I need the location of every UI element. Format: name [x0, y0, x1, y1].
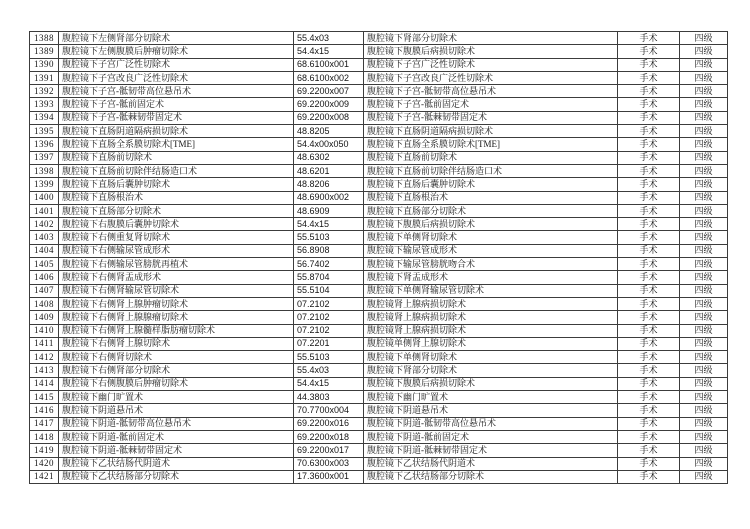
standard-name-cell: 腹腔镜下直肠阴道隔病损切除术: [364, 125, 618, 138]
category-cell: 手术: [618, 444, 680, 457]
category-cell: 手术: [618, 71, 680, 84]
procedure-name-cell: 腹腔镜下左侧腹膜后肿瘤切除术: [59, 45, 294, 58]
level-cell: 四级: [680, 111, 728, 124]
level-cell: 四级: [680, 32, 728, 45]
standard-name-cell: 腹腔镜下阴道-骶韧带高位悬吊术: [364, 417, 618, 430]
code-cell: 69.2200x007: [294, 85, 364, 98]
code-cell: 54.4x15: [294, 218, 364, 231]
code-cell: 54.4x15: [294, 45, 364, 58]
table-row: [30, 364, 728, 377]
procedure-name-cell: 腹腔镜下右侧肾上腺肿瘤切除术: [59, 297, 294, 310]
level-cell: 四级: [680, 351, 728, 364]
standard-name-cell: 腹腔镜下单侧肾输尿管切除术: [364, 284, 618, 297]
procedure-name-cell: 腹腔镜下右侧输尿管成形术: [59, 244, 294, 257]
row-number-cell: 1396: [30, 138, 59, 151]
row-number-cell: 1411: [30, 337, 59, 350]
table-row: [30, 58, 728, 71]
procedure-name-cell: 腹腔镜下右侧腹膜后肿瘤切除术: [59, 377, 294, 390]
table-row: [30, 178, 728, 191]
category-cell: 手术: [618, 191, 680, 204]
row-number-cell: 1420: [30, 457, 59, 470]
procedure-name-cell: 腹腔镜下右腹膜后囊肿切除术: [59, 218, 294, 231]
code-cell: 56.8908: [294, 244, 364, 257]
level-cell: 四级: [680, 164, 728, 177]
table-row: [30, 430, 728, 443]
procedure-grading-table: [29, 31, 728, 484]
level-cell: 四级: [680, 364, 728, 377]
procedure-name-cell: 腹腔镜下右侧肾盂成形术: [59, 271, 294, 284]
procedure-name-cell: 腹腔镜下直肠阴道隔病损切除术: [59, 125, 294, 138]
table-row: [30, 404, 728, 417]
category-cell: 手术: [618, 311, 680, 324]
procedure-name-cell: 腹腔镜下左侧肾部分切除术: [59, 32, 294, 45]
category-cell: 手术: [618, 125, 680, 138]
row-number-cell: 1406: [30, 271, 59, 284]
code-cell: 55.8704: [294, 271, 364, 284]
table-row: [30, 111, 728, 124]
table-row: [30, 351, 728, 364]
procedure-name-cell: 腹腔镜下右侧肾上腺腺瘤切除术: [59, 311, 294, 324]
procedure-name-cell: 腹腔镜下直肠根治术: [59, 191, 294, 204]
standard-name-cell: 腹腔镜肾上腺病损切除术: [364, 297, 618, 310]
code-cell: 68.6100x002: [294, 71, 364, 84]
category-cell: 手术: [618, 45, 680, 58]
code-cell: 70.7700x004: [294, 404, 364, 417]
procedure-name-cell: 腹腔镜下右侧重复肾切除术: [59, 231, 294, 244]
row-number-cell: 1412: [30, 351, 59, 364]
procedure-name-cell: 腹腔镜下子宫改良广泛性切除术: [59, 71, 294, 84]
category-cell: 手术: [618, 231, 680, 244]
standard-name-cell: 腹腔镜下输尿管成形术: [364, 244, 618, 257]
procedure-name-cell: 腹腔镜下直肠部分切除术: [59, 204, 294, 217]
procedure-name-cell: 腹腔镜下阴道-骶前固定术: [59, 430, 294, 443]
standard-name-cell: 腹腔镜下子宫广泛性切除术: [364, 58, 618, 71]
category-cell: 手术: [618, 151, 680, 164]
procedure-name-cell: 腹腔镜下直肠全系膜切除术[TME]: [59, 138, 294, 151]
level-cell: 四级: [680, 284, 728, 297]
level-cell: 四级: [680, 337, 728, 350]
row-number-cell: 1407: [30, 284, 59, 297]
table-row: [30, 377, 728, 390]
table-row: [30, 32, 728, 45]
code-cell: 56.7402: [294, 258, 364, 271]
code-cell: 69.2200x016: [294, 417, 364, 430]
standard-name-cell: 腹腔镜肾上腺病损切除术: [364, 311, 618, 324]
procedure-name-cell: 腹腔镜下子宫-骶韧带高位悬吊术: [59, 85, 294, 98]
category-cell: 手术: [618, 391, 680, 404]
row-number-cell: 1408: [30, 297, 59, 310]
table-row: [30, 470, 728, 483]
procedure-name-cell: 腹腔镜下右侧肾切除术: [59, 351, 294, 364]
code-cell: 48.6909: [294, 204, 364, 217]
level-cell: 四级: [680, 231, 728, 244]
standard-name-cell: 腹腔镜肾上腺病损切除术: [364, 324, 618, 337]
standard-name-cell: 腹腔镜下肾部分切除术: [364, 32, 618, 45]
table-row: [30, 45, 728, 58]
standard-name-cell: 腹腔镜下阴道-骶棘韧带固定术: [364, 444, 618, 457]
row-number-cell: 1394: [30, 111, 59, 124]
table-row: [30, 71, 728, 84]
standard-name-cell: 腹腔镜下单侧肾切除术: [364, 351, 618, 364]
row-number-cell: 1388: [30, 32, 59, 45]
standard-name-cell: 腹腔镜下腹膜后病损切除术: [364, 218, 618, 231]
standard-name-cell: 腹腔镜下阴道悬吊术: [364, 404, 618, 417]
level-cell: 四级: [680, 457, 728, 470]
category-cell: 手术: [618, 138, 680, 151]
code-cell: 55.5103: [294, 231, 364, 244]
row-number-cell: 1421: [30, 470, 59, 483]
table-row: [30, 417, 728, 430]
category-cell: 手术: [618, 58, 680, 71]
table-row: [30, 311, 728, 324]
level-cell: 四级: [680, 45, 728, 58]
table-row: [30, 125, 728, 138]
standard-name-cell: 腹腔镜下直肠后囊肿切除术: [364, 178, 618, 191]
category-cell: 手术: [618, 404, 680, 417]
table-row: [30, 457, 728, 470]
code-cell: 48.6900x002: [294, 191, 364, 204]
table-row: [30, 258, 728, 271]
table-row: [30, 271, 728, 284]
row-number-cell: 1401: [30, 204, 59, 217]
code-cell: 55.5104: [294, 284, 364, 297]
level-cell: 四级: [680, 218, 728, 231]
row-number-cell: 1403: [30, 231, 59, 244]
level-cell: 四级: [680, 138, 728, 151]
code-cell: 54.4x15: [294, 377, 364, 390]
row-number-cell: 1391: [30, 71, 59, 84]
standard-name-cell: 腹腔镜单侧肾上腺切除术: [364, 337, 618, 350]
level-cell: 四级: [680, 417, 728, 430]
row-number-cell: 1415: [30, 391, 59, 404]
category-cell: 手术: [618, 351, 680, 364]
table-row: [30, 297, 728, 310]
category-cell: 手术: [618, 218, 680, 231]
code-cell: 48.6201: [294, 164, 364, 177]
level-cell: 四级: [680, 404, 728, 417]
category-cell: 手术: [618, 377, 680, 390]
category-cell: 手术: [618, 178, 680, 191]
procedure-name-cell: 腹腔镜下子宫-骶棘韧带固定术: [59, 111, 294, 124]
code-cell: 07.2102: [294, 311, 364, 324]
standard-name-cell: 腹腔镜下腹膜后病损切除术: [364, 45, 618, 58]
standard-name-cell: 腹腔镜下肾部分切除术: [364, 364, 618, 377]
level-cell: 四级: [680, 430, 728, 443]
category-cell: 手术: [618, 85, 680, 98]
standard-name-cell: 腹腔镜下直肠前切除伴结肠造口术: [364, 164, 618, 177]
procedure-name-cell: 腹腔镜下阴道-骶韧带高位悬吊术: [59, 417, 294, 430]
category-cell: 手术: [618, 430, 680, 443]
level-cell: 四级: [680, 191, 728, 204]
procedure-name-cell: 腹腔镜下右侧肾上腺髓样脂肪瘤切除术: [59, 324, 294, 337]
category-cell: 手术: [618, 111, 680, 124]
procedure-table-body: [30, 32, 728, 484]
table-row: [30, 244, 728, 257]
row-number-cell: 1390: [30, 58, 59, 71]
level-cell: 四级: [680, 178, 728, 191]
row-number-cell: 1389: [30, 45, 59, 58]
level-cell: 四级: [680, 204, 728, 217]
standard-name-cell: 腹腔镜下直肠全系膜切除术[TME]: [364, 138, 618, 151]
code-cell: 48.8205: [294, 125, 364, 138]
code-cell: 48.6302: [294, 151, 364, 164]
standard-name-cell: 腹腔镜下直肠部分切除术: [364, 204, 618, 217]
table-row: [30, 284, 728, 297]
row-number-cell: 1404: [30, 244, 59, 257]
procedure-name-cell: 腹腔镜下子宫-骶前固定术: [59, 98, 294, 111]
code-cell: 07.2102: [294, 297, 364, 310]
table-row: [30, 391, 728, 404]
row-number-cell: 1417: [30, 417, 59, 430]
category-cell: 手术: [618, 417, 680, 430]
code-cell: 07.2102: [294, 324, 364, 337]
code-cell: 69.2200x009: [294, 98, 364, 111]
standard-name-cell: 腹腔镜下输尿管膀胱吻合术: [364, 258, 618, 271]
procedure-name-cell: 腹腔镜下右侧肾输尿管切除术: [59, 284, 294, 297]
row-number-cell: 1416: [30, 404, 59, 417]
procedure-name-cell: 腹腔镜下乙状结肠代阴道术: [59, 457, 294, 470]
standard-name-cell: 腹腔镜下直肠根治术: [364, 191, 618, 204]
procedure-name-cell: 腹腔镜下乙状结肠部分切除术: [59, 470, 294, 483]
row-number-cell: 1418: [30, 430, 59, 443]
level-cell: 四级: [680, 125, 728, 138]
level-cell: 四级: [680, 244, 728, 257]
code-cell: 69.2200x017: [294, 444, 364, 457]
table-row: [30, 218, 728, 231]
row-number-cell: 1402: [30, 218, 59, 231]
row-number-cell: 1410: [30, 324, 59, 337]
level-cell: 四级: [680, 297, 728, 310]
code-cell: 55.5103: [294, 351, 364, 364]
code-cell: 17.3600x001: [294, 470, 364, 483]
row-number-cell: 1393: [30, 98, 59, 111]
category-cell: 手术: [618, 284, 680, 297]
row-number-cell: 1414: [30, 377, 59, 390]
standard-name-cell: 腹腔镜下子宫-骶前固定术: [364, 98, 618, 111]
table-row: [30, 191, 728, 204]
code-cell: 70.6300x003: [294, 457, 364, 470]
category-cell: 手术: [618, 98, 680, 111]
standard-name-cell: 腹腔镜下阴道-骶前固定术: [364, 430, 618, 443]
category-cell: 手术: [618, 164, 680, 177]
code-cell: 55.4x03: [294, 32, 364, 45]
table-row: [30, 85, 728, 98]
code-cell: 68.6100x001: [294, 58, 364, 71]
table-row: [30, 324, 728, 337]
standard-name-cell: 腹腔镜下子宫改良广泛性切除术: [364, 71, 618, 84]
table-row: [30, 204, 728, 217]
procedure-name-cell: 腹腔镜下子宫广泛性切除术: [59, 58, 294, 71]
standard-name-cell: 腹腔镜下子宫-骶棘韧带固定术: [364, 111, 618, 124]
table-row: [30, 164, 728, 177]
category-cell: 手术: [618, 457, 680, 470]
code-cell: 07.2201: [294, 337, 364, 350]
category-cell: 手术: [618, 337, 680, 350]
row-number-cell: 1398: [30, 164, 59, 177]
level-cell: 四级: [680, 85, 728, 98]
table-row: [30, 98, 728, 111]
procedure-name-cell: 腹腔镜下幽门旷置术: [59, 391, 294, 404]
category-cell: 手术: [618, 271, 680, 284]
category-cell: 手术: [618, 244, 680, 257]
row-number-cell: 1419: [30, 444, 59, 457]
standard-name-cell: 腹腔镜下乙状结肠部分切除术: [364, 470, 618, 483]
table-row: [30, 151, 728, 164]
procedure-name-cell: 腹腔镜下阴道-骶棘韧带固定术: [59, 444, 294, 457]
code-cell: 55.4x03: [294, 364, 364, 377]
row-number-cell: 1392: [30, 85, 59, 98]
standard-name-cell: 腹腔镜下肾盂成形术: [364, 271, 618, 284]
row-number-cell: 1395: [30, 125, 59, 138]
table-row: [30, 337, 728, 350]
level-cell: 四级: [680, 98, 728, 111]
level-cell: 四级: [680, 391, 728, 404]
category-cell: 手术: [618, 470, 680, 483]
table-row: [30, 138, 728, 151]
table-row: [30, 231, 728, 244]
procedure-name-cell: 腹腔镜下右侧肾上腺切除术: [59, 337, 294, 350]
level-cell: 四级: [680, 311, 728, 324]
procedure-name-cell: 腹腔镜下右侧肾部分切除术: [59, 364, 294, 377]
table-row: [30, 444, 728, 457]
code-cell: 69.2200x018: [294, 430, 364, 443]
procedure-name-cell: 腹腔镜下右侧输尿管膀胱再植术: [59, 258, 294, 271]
category-cell: 手术: [618, 204, 680, 217]
category-cell: 手术: [618, 32, 680, 45]
procedure-name-cell: 腹腔镜下直肠前切除伴结肠造口术: [59, 164, 294, 177]
standard-name-cell: 腹腔镜下单侧肾切除术: [364, 231, 618, 244]
row-number-cell: 1397: [30, 151, 59, 164]
row-number-cell: 1409: [30, 311, 59, 324]
category-cell: 手术: [618, 297, 680, 310]
category-cell: 手术: [618, 364, 680, 377]
level-cell: 四级: [680, 324, 728, 337]
standard-name-cell: 腹腔镜下子宫-骶韧带高位悬吊术: [364, 85, 618, 98]
procedure-name-cell: 腹腔镜下阴道悬吊术: [59, 404, 294, 417]
row-number-cell: 1400: [30, 191, 59, 204]
level-cell: 四级: [680, 71, 728, 84]
level-cell: 四级: [680, 271, 728, 284]
standard-name-cell: 腹腔镜下直肠前切除术: [364, 151, 618, 164]
row-number-cell: 1413: [30, 364, 59, 377]
code-cell: 54.4x00x050: [294, 138, 364, 151]
row-number-cell: 1399: [30, 178, 59, 191]
standard-name-cell: 腹腔镜下幽门旷置术: [364, 391, 618, 404]
level-cell: 四级: [680, 444, 728, 457]
procedure-name-cell: 腹腔镜下直肠后囊肿切除术: [59, 178, 294, 191]
category-cell: 手术: [618, 324, 680, 337]
level-cell: 四级: [680, 151, 728, 164]
standard-name-cell: 腹腔镜下乙状结肠代阴道术: [364, 457, 618, 470]
code-cell: 69.2200x008: [294, 111, 364, 124]
code-cell: 48.8206: [294, 178, 364, 191]
standard-name-cell: 腹腔镜下腹膜后病损切除术: [364, 377, 618, 390]
level-cell: 四级: [680, 377, 728, 390]
level-cell: 四级: [680, 58, 728, 71]
category-cell: 手术: [618, 258, 680, 271]
row-number-cell: 1405: [30, 258, 59, 271]
level-cell: 四级: [680, 258, 728, 271]
level-cell: 四级: [680, 470, 728, 483]
code-cell: 44.3803: [294, 391, 364, 404]
procedure-name-cell: 腹腔镜下直肠前切除术: [59, 151, 294, 164]
